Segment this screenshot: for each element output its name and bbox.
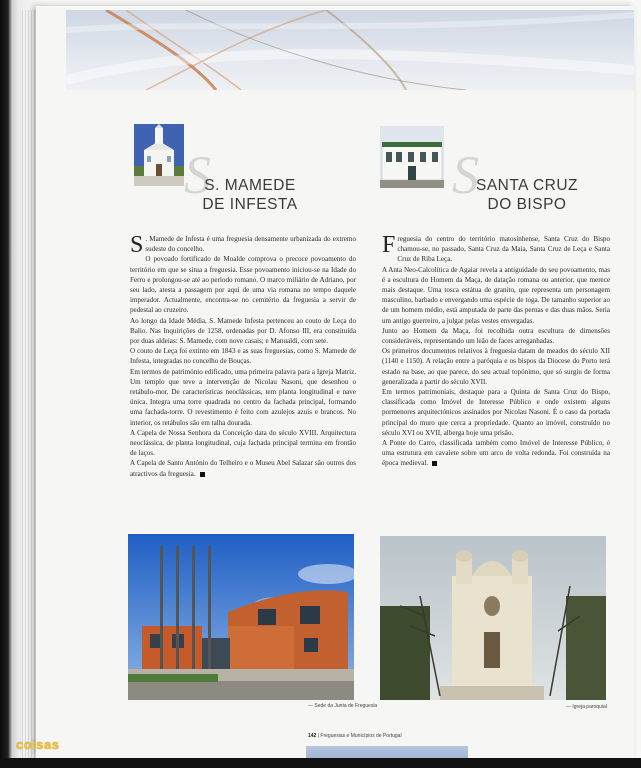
paragraph [130, 428, 356, 459]
paragraph [382, 438, 610, 469]
paragraph-text: A Anta Neo-Calcolítica de Agaiar revela a antiguidade do seu povoamento, mas é a escultura do Homem da Maça, de datação romana ou anterior, que merece mais destaque. Uma tosca estátua de granito, que representa um personagem masculino, barbado e envergando uma espécie de toga. De tamanho superior ao de um homem médio, está amputada de parte das pernas e das duas mãos. Seria um antigo guerreiro, a julgar pelas vestes envergadas. [382, 265, 610, 325]
bottom-edge [0, 758, 641, 768]
paragraph [382, 234, 610, 265]
title-line-2: DE INFESTA [202, 196, 298, 213]
left-article-title [184, 145, 314, 214]
decorative-initial: S [452, 145, 480, 205]
building-thumbnail [380, 126, 444, 188]
paragraph [130, 316, 356, 347]
right-article-title [452, 145, 600, 214]
watermark-logo: coisas [16, 737, 60, 752]
drop-cap: S [130, 232, 144, 258]
paragraph [130, 254, 356, 315]
paragraph-text: Em termos de património edificado, uma primeira palavra para a Igreja Matriz. Um templo que teve a intervenção de Nicolau Nasoni, que desenhou o retábulo-mor. De características neoclássicas, tem planta longitudinal e nave única. Integra uma torre quadrada no centro da fachada principal, formando uma fachada-torre. O revestimento é feito com azulejos azuis e brancos. No interior, os retábulos são em talha dourada. [130, 367, 356, 427]
page-number: 142 [308, 733, 317, 739]
paragraph-text: O povoado fortificado de Moalde comprova o precoce povoamento do território em que se situa a freguesia. Esse povoamento iniciou-se na Idade do Ferro e prolongou-se até ao período romano. O marco miliário de Adriano, por seu lado, atesta a passagem por aqui de uma via romana no tempo daquele imperador. Actualmente, encontra-se no cemitério da freguesia a servir de pedestal ao cruzeiro. [130, 255, 356, 315]
page-footer [308, 733, 402, 739]
paragraph-text: Os primeiros documentos relativos à freguesia datam de meados do século XII (1140 e 1150). A relação entre a paróquia e os bispos da Diocese do Porto terá estado na base, ao que parece, do seu actual topónimo, que só surgiu de forma generalizada a partir do século XVII. [382, 347, 610, 386]
paragraph [382, 265, 610, 326]
paragraph-text: A Capela de Nossa Senhora da Conceição data do século XVIII. Arquitectura neoclássica, de planta longitudinal, cuja fachada principal termina em frontão de laços. [130, 428, 356, 458]
photo-caption: — Igreja paroquial [566, 704, 607, 710]
title-line-2: DO BISPO [487, 196, 567, 213]
paragraph [130, 458, 356, 478]
paragraph [130, 346, 356, 366]
paragraph-text: reguesia do centro do território matosinhense, Santa Cruz do Bispo chamou-se, no passado, Santa Cruz da Maia, Santa Cruz de Leça e Santa Cruz de Riba Leça. [397, 235, 610, 264]
paragraph [382, 326, 610, 346]
paragraph-text: Ao longo da Idade Média, S. Mamede Infesta pertenceu ao couto de Leça do Balio. Nas Inquirições de 1258, ordenadas por D. Afonso III, era constituída por duas aldeias: S. Mamede, com nove casais; e Manualdi, com sete. [130, 316, 356, 346]
publication-name: | Freguesias e Municípios de Portugal [317, 733, 402, 739]
church-thumbnail [134, 124, 184, 186]
paragraph [382, 346, 610, 387]
footer-color-bar [306, 746, 468, 758]
end-mark-icon [432, 461, 437, 466]
title-line-1: S. MAMEDE [204, 177, 296, 194]
banner-artwork [66, 10, 634, 90]
paragraph-text: Em termos patrimoniais, destaque para a Quinta de Santa Cruz do Bispo, classificada como Imóvel de Interesse Público e onde existem alguns pormenores arquitectónicos assinados por Nicolau Nasoni. É o caso da portada principal do muro que cerca a propriedade. Quanto ao imóvel, construído no século XVI ou XVII, alberga hoje uma prisão. [382, 388, 610, 437]
parish-church-photo [380, 536, 606, 700]
left-article-body [130, 234, 356, 479]
header-banner [66, 10, 634, 90]
drop-cap: F [382, 232, 396, 258]
paragraph [130, 367, 356, 428]
paragraph-text: A Ponte do Carro, classificada também como Imóvel de Interesse Público, é uma estrutura em cavalete sobre um arco de volta redonda. Foi construída na época medieval. [382, 439, 610, 468]
paragraph [130, 232, 356, 258]
decorative-initial: S [184, 145, 212, 205]
end-mark-icon [200, 472, 205, 477]
right-article-body [382, 234, 610, 469]
paragraph-text: Junto ao Homem da Maça, foi recolhida outra escultura de dimensões consideráveis, representando um leão de faces arreganhadas. [382, 326, 610, 346]
book-page [36, 6, 634, 758]
photo-caption: — Sede da Junta de Freguesia [308, 703, 378, 709]
title-line-1: SANTA CRUZ [475, 177, 579, 194]
page-edges [22, 10, 36, 758]
junta-freguesia-photo [128, 534, 354, 700]
paragraph [382, 387, 610, 438]
paragraph-text: O couto de Leça foi extinto em 1843 e as suas freguesias, como S. Mamede de Infesta, integradas no concelho de Bouças. [130, 347, 356, 366]
paragraph-text: A Capela de Santo António do Telheiro e o Museu Abel Salazar são outros dos atractivos da freguesia. [130, 459, 356, 478]
paragraph-text: . Mamede de Infesta é uma freguesia densamente urbanizada do extremo sudeste do concelho. [145, 235, 356, 254]
